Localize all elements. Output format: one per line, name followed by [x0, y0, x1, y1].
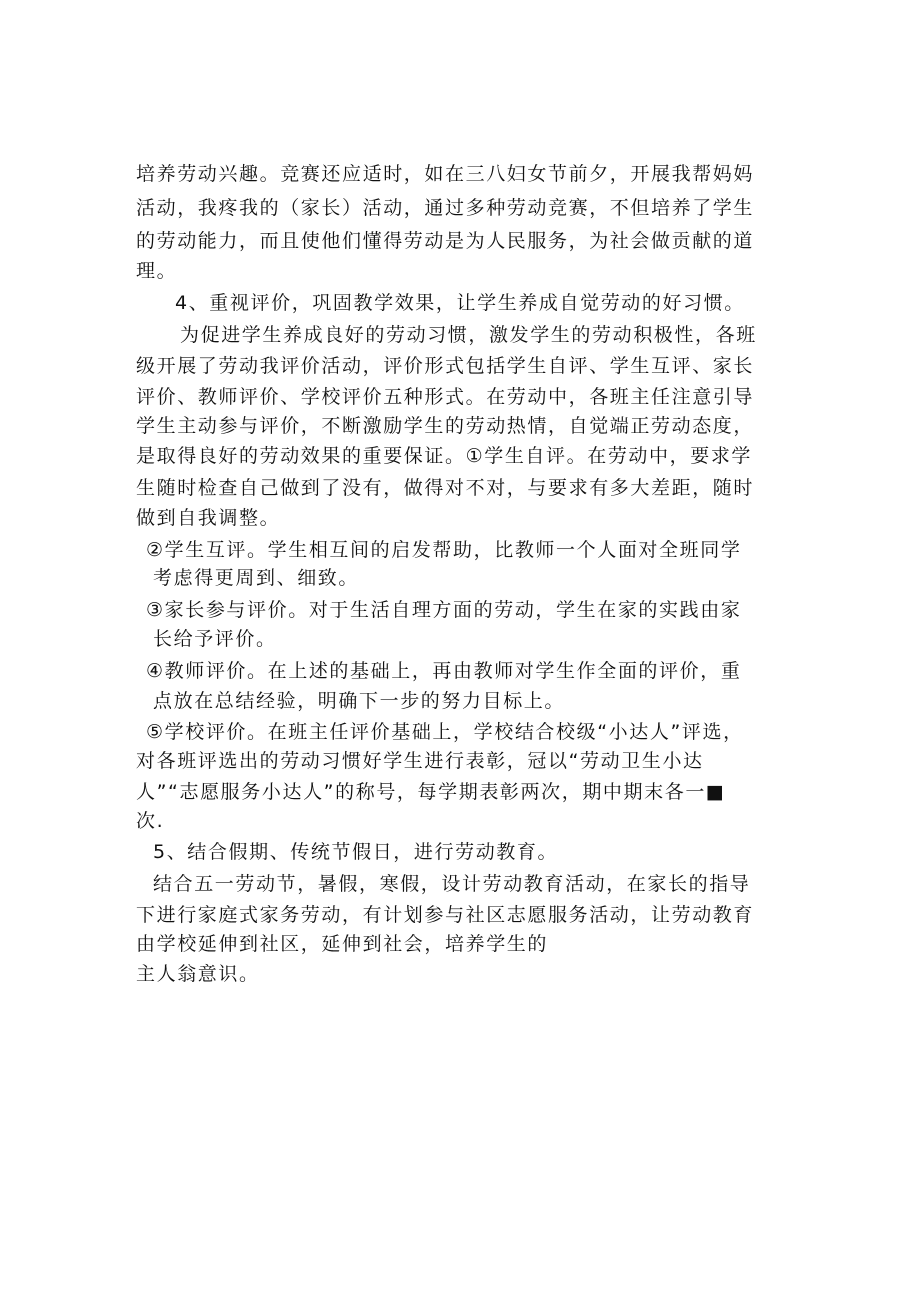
- list-item: ④教师评价。在上述的基础上，再由教师对学生作全面的评价，重: [146, 660, 742, 682]
- text-line: 学生主动参与评价，不断激励学生的劳动热情，自觉端正劳动态度，: [136, 415, 755, 437]
- text-line: 评价、教师评价、学校评价五种形式。在劳动中，各班主任注意引导: [136, 386, 755, 408]
- text-line: 主人翁意识。: [136, 963, 260, 985]
- text-line: 由学校延伸到社区，延伸到社会，培养学生的: [136, 933, 549, 955]
- text-line: 生随时检查自己做到了没有，做得对不对，与要求有多大差距，随时: [136, 477, 755, 499]
- text-line: 培养劳动兴趣。竞赛还应适时，如在三八妇女节前夕，开展我帮妈妈: [136, 163, 755, 185]
- text-line: 级开展了劳动我评价活动，评价形式包括学生自评、学生互评、家长: [136, 355, 755, 377]
- text-line: 点放在总结经验，明确下一步的努力目标上。: [153, 690, 566, 712]
- text-line: 结合五一劳动节，暑假，寒假，设计劳动教育活动，在家长的指导: [153, 873, 751, 895]
- text-line: 长给予评价。: [153, 628, 277, 650]
- section-heading: 4、重视评价，巩固教学效果，让学生养成自觉劳动的好习惯。: [175, 292, 745, 314]
- text-line: 做到自我调整。: [136, 507, 281, 529]
- text-line: 人”“志愿服务小达人”的称号，每学期表彰两次，期中期末各一■: [136, 781, 726, 803]
- text-line: 理。: [136, 260, 178, 282]
- text-line: 考虑得更周到、细致。: [153, 567, 360, 589]
- list-item: ③家长参与评价。对于生活自理方面的劳动，学生在家的实践由家: [146, 599, 742, 621]
- section-heading: 5、结合假期、传统节假日，进行劳动教育。: [153, 841, 559, 863]
- list-item: ②学生互评。学生相互间的启发帮助，比教师一个人面对全班同学: [146, 539, 742, 561]
- text-line: 为促进学生养成良好的劳动习惯，激发学生的劳动积极性，各班: [180, 324, 757, 346]
- text-line: 下进行家庭式家务劳动，有计划参与社区志愿服务活动，让劳动教育: [136, 904, 755, 926]
- text-line: 活动，我疼我的（家长）活动，通过多种劳动竞赛，不但培养了学生: [136, 197, 755, 219]
- text-line: 的劳动能力，而且使他们懂得劳动是为人民服务，为社会做贡献的道: [136, 230, 755, 252]
- list-item: ⑤学校评价。在班主任评价基础上，学校结合校级“小达人”评选，: [146, 721, 744, 743]
- text-line: 次.: [136, 810, 165, 832]
- text-line: 对各班评选出的劳动习惯好学生进行表彰，冠以“劳动卫生小达: [136, 750, 704, 772]
- text-line: 是取得良好的劳动效果的重要保证。①学生自评。在劳动中，要求学: [136, 445, 753, 467]
